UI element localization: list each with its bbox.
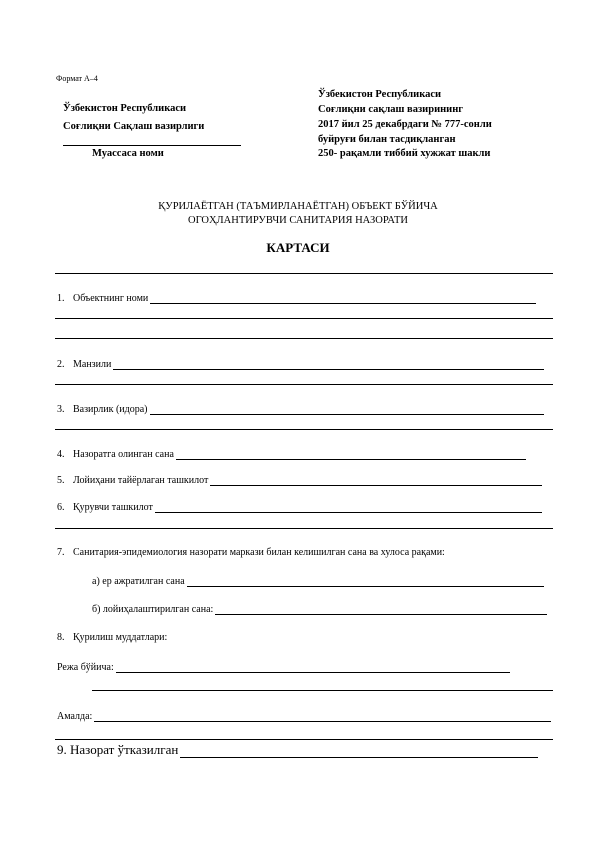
fill-line[interactable] bbox=[176, 449, 526, 460]
format-label: Формат А–4 bbox=[56, 74, 98, 83]
card-title: КАРТАСИ bbox=[266, 240, 330, 255]
field-construction-terms bbox=[57, 632, 167, 643]
fill-line[interactable] bbox=[55, 429, 553, 430]
field-number: 6. bbox=[57, 502, 65, 513]
field-label: 9. Назорат ўтказилган bbox=[57, 742, 179, 757]
field-control-date[interactable] bbox=[57, 449, 526, 460]
field-sanitary-agreement bbox=[57, 547, 445, 558]
field-label: Назоратга олинган сана bbox=[73, 449, 174, 460]
field-label: Қурувчи ташкилот bbox=[73, 502, 153, 513]
fill-line[interactable] bbox=[150, 293, 536, 304]
fill-line[interactable] bbox=[210, 475, 542, 486]
fill-line[interactable] bbox=[55, 739, 553, 740]
fill-line[interactable] bbox=[92, 690, 553, 691]
divider bbox=[55, 273, 553, 274]
right-header-line2: Соғлиқни сақлаш вазирининг bbox=[318, 104, 464, 115]
fill-line[interactable] bbox=[187, 576, 544, 587]
field-number: 4. bbox=[57, 449, 65, 460]
fill-line[interactable] bbox=[94, 711, 551, 722]
field-number: 5. bbox=[57, 475, 65, 486]
left-header-line1: Ўзбекистон Республикаси bbox=[63, 103, 187, 114]
field-number: 2. bbox=[57, 359, 65, 370]
right-header-line4: буйруғи билан тасдиқланган bbox=[318, 134, 456, 145]
fill-line[interactable] bbox=[180, 745, 538, 758]
fill-line[interactable] bbox=[155, 502, 542, 513]
left-header-line2: Соғлиқни Сақлаш вазирлиги bbox=[63, 121, 205, 132]
field-label: Режа бўйича: bbox=[57, 662, 114, 673]
institution-name-line[interactable] bbox=[63, 145, 241, 146]
field-label: Санитария-эпидемиология назорати маркази билан келишилган сана ва хулоса рақами: bbox=[73, 547, 445, 558]
field-label: Амалда: bbox=[57, 711, 93, 722]
field-label: Объектнинг номи bbox=[73, 293, 149, 304]
fill-line[interactable] bbox=[113, 359, 544, 370]
right-header-line3: 2017 йил 25 декабрдаги № 777-сонли bbox=[318, 119, 492, 130]
fill-line[interactable] bbox=[55, 528, 553, 529]
institution-caption: Муассаса номи bbox=[92, 148, 164, 159]
fill-line[interactable] bbox=[55, 384, 553, 385]
fill-line[interactable] bbox=[215, 604, 547, 615]
field-label: а) ер ажратилган сана bbox=[92, 576, 185, 587]
fill-line[interactable] bbox=[55, 338, 553, 339]
field-number: 8. bbox=[57, 632, 65, 643]
right-header-line1: Ўзбекистон Республикаси bbox=[318, 89, 442, 100]
field-design-org[interactable] bbox=[57, 475, 542, 486]
field-address[interactable] bbox=[57, 359, 544, 370]
field-plan[interactable] bbox=[57, 662, 510, 673]
field-object-name[interactable] bbox=[57, 293, 536, 304]
field-land-allocation-date[interactable] bbox=[92, 576, 544, 587]
field-control-performed[interactable] bbox=[57, 742, 538, 758]
fill-line[interactable] bbox=[150, 404, 544, 415]
field-number: 3. bbox=[57, 404, 65, 415]
field-label: б) лойиҳалаштирилган сана: bbox=[92, 604, 214, 615]
right-header-line5: 250- рақамли тиббий хужжат шакли bbox=[318, 148, 491, 159]
field-label: Манзили bbox=[73, 359, 112, 370]
title-line2: ОГОҲЛАНТИРУВЧИ САНИТАРИЯ НАЗОРАТИ bbox=[187, 215, 409, 226]
fill-line[interactable] bbox=[116, 662, 510, 673]
field-number: 7. bbox=[57, 547, 65, 558]
field-builder-org[interactable] bbox=[57, 502, 542, 513]
title-line1: ҚУРИЛАЁТГАН (ТАЪМИРЛАНАЁТГАН) ОБЪЕКТ БЎЙИЧА bbox=[158, 201, 438, 212]
field-number: 1. bbox=[57, 293, 65, 304]
field-design-date[interactable] bbox=[92, 604, 547, 615]
field-actual[interactable] bbox=[57, 711, 551, 722]
fill-line[interactable] bbox=[55, 318, 553, 319]
field-label: Вазирлик (идора) bbox=[73, 404, 148, 415]
field-label: Лойиҳани тайёрлаган ташкилот bbox=[73, 475, 209, 486]
field-ministry[interactable] bbox=[57, 404, 544, 415]
field-label: Қурилиш муддатлари: bbox=[73, 632, 168, 643]
